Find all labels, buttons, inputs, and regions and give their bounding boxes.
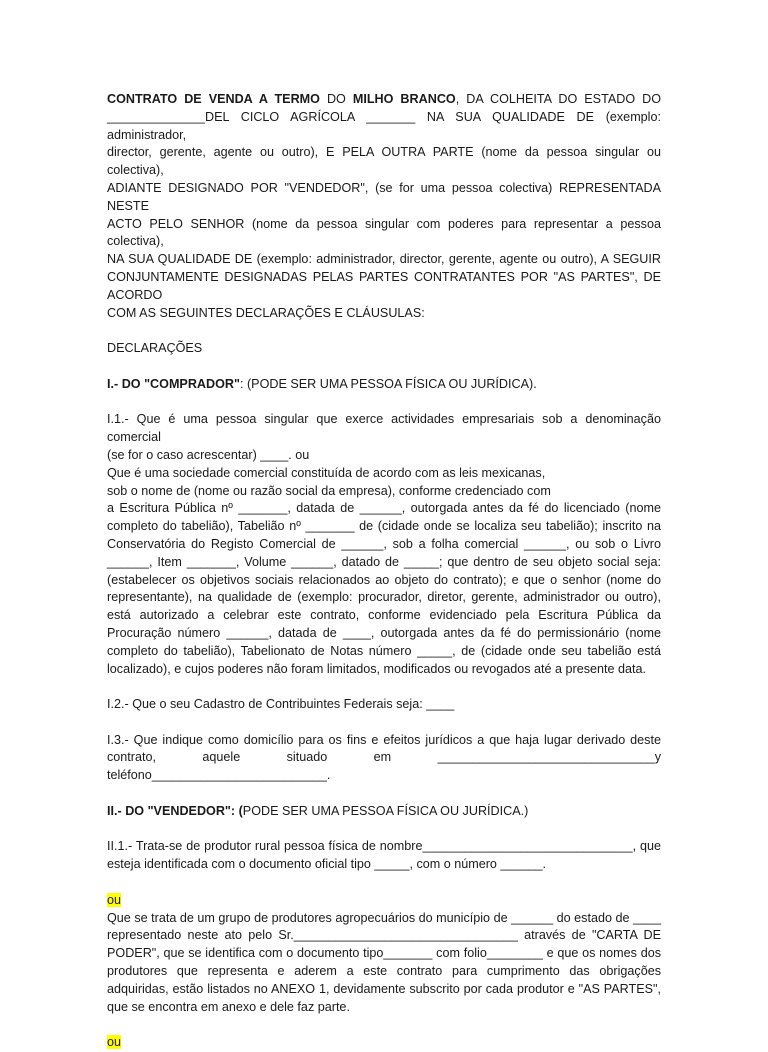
text-line: II.1.- Trata-se de produtor rural pessoa física de nombre______________________________, que	[107, 839, 661, 854]
text-line: completo do tabelião), Tabelião nº _______ de (cidade onde se localiza seu tabelião); inscrito na	[107, 519, 661, 534]
text-line: sob o nome de (nome ou razão social da empresa), conforme credenciado com	[107, 483, 551, 498]
vendedor-heading: II.- DO "VENDEDOR": (PODE SER UMA PESSOA FÍSICA OU JURÍDICA.)	[107, 803, 529, 818]
text-line: CONJUNTAMENTE DESIGNADAS PELAS PARTES CONTRATANTES POR "AS PARTES", DE ACORDO	[107, 269, 661, 302]
text-line: ______________DEL CICLO AGRÍCOLA _______ NA SUA QUALIDADE DE (exemplo: administrador,	[107, 109, 661, 142]
comprador-clause-1-cont	[107, 500, 661, 678]
text-line: Conservatória do Registo Comercial de ______, sob a folha comercial ______, ou sob o Livro	[107, 536, 661, 551]
text-line: contrato, aquele situado em _______________________________y	[107, 750, 661, 765]
intro-paragraph	[107, 91, 661, 322]
text-line: que se encontra em anexo e dele faz parte.	[107, 999, 350, 1014]
text-line: representado neste ato pelo Sr.________________________________ através de "CARTA DE	[107, 928, 661, 943]
comprador-clause-3	[107, 732, 661, 785]
text-line: I.3.- Que indique como domicílio para os fins e efeitos jurídicos a que haja lugar derivado deste	[107, 732, 661, 747]
comprador-clause-1	[107, 411, 661, 500]
text-line: I.1.- Que é uma pessoa singular que exerce actividades empresariais sob a denominação comercial	[107, 412, 661, 445]
text-line: ______, Item _______, Volume ______, datado de _____; que dentro de seu objeto social seja:	[107, 554, 661, 569]
intro-first-line: CONTRATO DE VENDA A TERMO DO MILHO BRANCO, DA COLHEITA DO ESTADO DO	[107, 92, 662, 106]
text-line: director, gerente, agente ou outro), E PELA OUTRA PARTE (nome da pessoa singular ou colectiva),	[107, 145, 661, 178]
text-line: Que se trata de um grupo de produtores agropecuários do município de ______ do estado de ____	[107, 910, 661, 925]
text-line: ADIANTE DESIGNADO POR "VENDEDOR", (se for uma pessoa colectiva) REPRESENTADA NESTE	[107, 180, 661, 213]
text-line: (se for o caso acrescentar) ____. ou	[107, 447, 310, 462]
text-line: ACTO PELO SENHOR (nome da pessoa singular com poderes para representar a pessoa colectiva),	[107, 216, 661, 249]
contract-title: CONTRATO DE VENDA A TERMO	[107, 92, 320, 106]
comprador-heading: I.- DO "COMPRADOR": (PODE SER UMA PESSOA FÍSICA OU JURÍDICA).	[107, 376, 537, 391]
text-line: está autorizado a celebrar este contrato, conforme evidenciado pela Escritura Pública da	[107, 608, 661, 623]
highlighted-or: ou	[107, 1035, 122, 1050]
text-line: a Escritura Pública nº _______, datada de ______, outorgada antes da fé do licenciado (nome	[107, 501, 661, 516]
text-line: Procuração número ______, datada de ____, outorgada antes da fé do permissionário (nome	[107, 625, 661, 640]
text-line: representante), na qualidade de (exemplo: procurador, diretor, gerente, administrador ou outro),	[107, 590, 661, 605]
text-line: produtores que representa e aderem a este contrato para cumprimento das obrigações	[107, 964, 661, 979]
text-line: completo do tabelião), Tabelionato de Notas número _____, de (cidade onde seu tabelião está	[107, 643, 661, 658]
text-line: esteja identificada com o documento oficial tipo _____, com o número ______.	[107, 857, 546, 872]
text-line: PODER", que se identifica com o documento tipo_______ com folio________ e que os nomes dos	[107, 946, 661, 961]
text-line: COM AS SEGUINTES DECLARAÇÕES E CLÁUSULAS:	[107, 305, 425, 320]
comprador-clause-2: I.2.- Que o seu Cadastro de Contribuintes Federais seja: ____	[107, 697, 455, 712]
text-line: localizado), e cujos poderes não foram limitados, modificados ou revogados até a presente data.	[107, 661, 647, 676]
product-name: MILHO BRANCO	[352, 92, 456, 106]
vendedor-clause-group	[107, 910, 661, 1017]
text-line: Que é uma sociedade comercial constituída de acordo com as leis mexicanas,	[107, 465, 546, 480]
text-line: NA SUA QUALIDADE DE (exemplo: administrador, director, gerente, agente ou outro), A SEGUIR	[107, 252, 661, 267]
text-line: (estabelecer os objetivos sociais relacionados ao objeto do contrato); e que o senhor (nome do	[107, 572, 661, 587]
text-line: teléfono_________________________.	[107, 768, 331, 783]
text-line: adquiridas, estão listados no ANEXO 1, devidamente subscrito por cada produtor e "AS PARTES",	[107, 981, 661, 996]
declaracoes-heading: DECLARAÇÕES	[107, 341, 203, 356]
highlighted-or: ou	[107, 892, 122, 907]
vendedor-clause-1	[107, 838, 661, 874]
